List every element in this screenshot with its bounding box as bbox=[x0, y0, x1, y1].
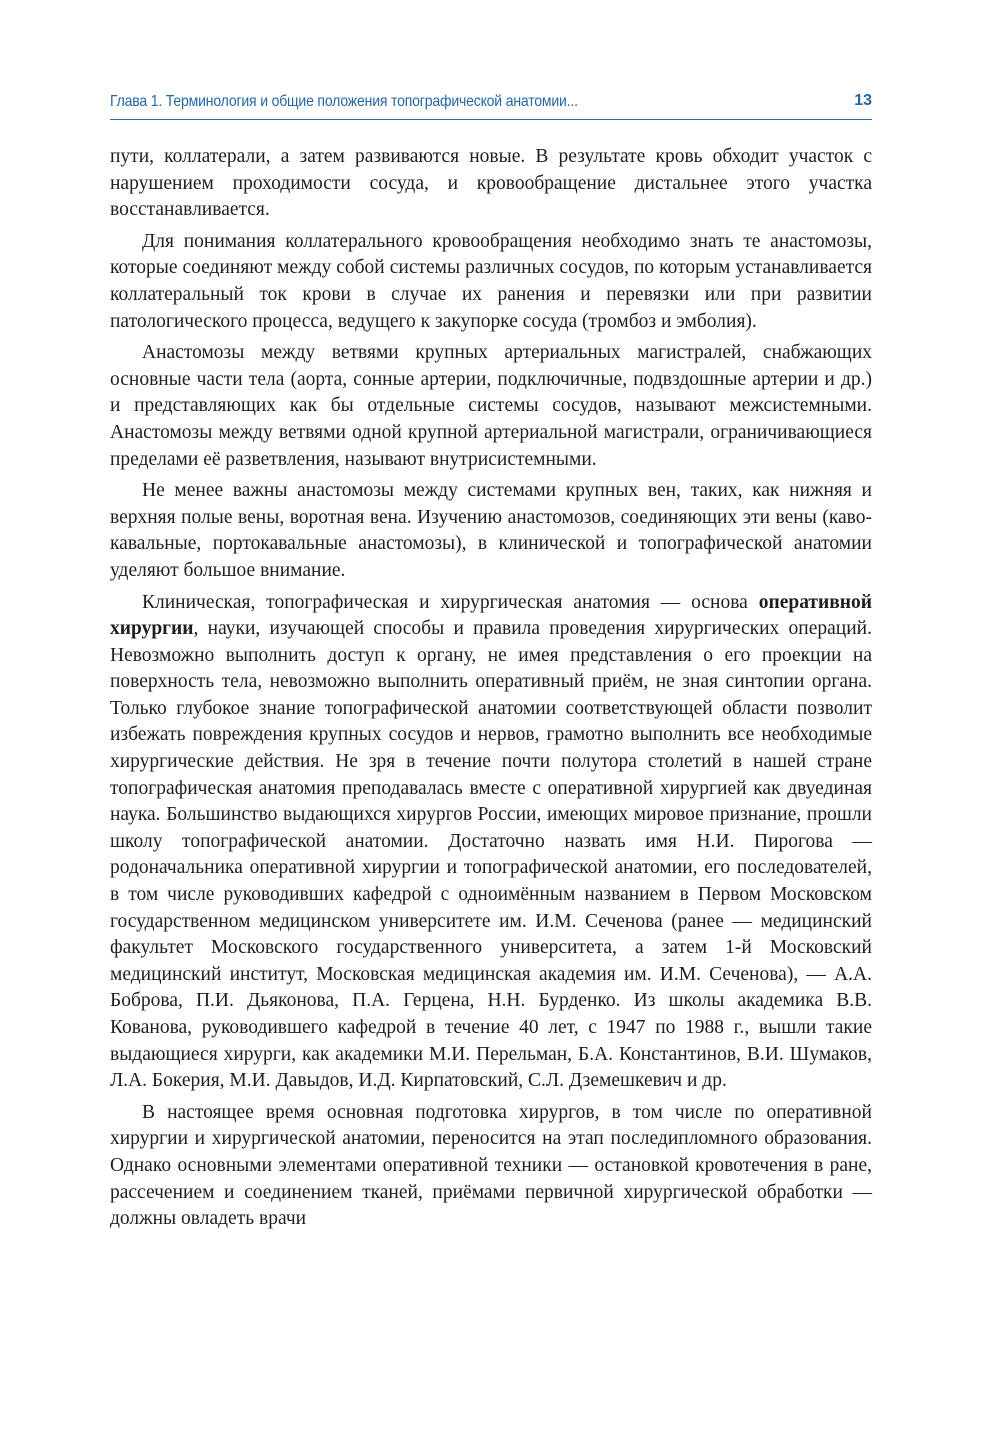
paragraph-5 bbox=[110, 590, 872, 1095]
chapter-title: Глава 1. Терминология и общие положения топографической анатомии... bbox=[110, 93, 578, 110]
paragraph-6: В настоящее время основная подготовка хирургов, в том числе по оперативной хирургии и хирургической анатомии, переносится на этап последипломного образования. Однако основными элементами оперативной техники — остановкой кровотечения в ране, рассечением и соединением тканей, приёмами первичной хирургической обработки — должны овладеть врачи bbox=[110, 1101, 872, 1230]
paragraph-1: пути, коллатерали, а затем развиваются новые. В результате кровь обходит участок с нарушением проходимости сосуда, и кровообращение дистальнее этого участка восстанавливается. bbox=[110, 146, 872, 221]
bold-term: оперативной хирургии bbox=[110, 591, 872, 640]
paragraph-5-rest: , науки, изучающей способы и правила проведения хирургических операций. Невозможно выполнить доступ к органу, не имея представления о его проекции на поверхность тела, невозможно выполнить оперативный приём, не зная синтопии органа. Только глубокое знание топографической анатомии соответствующей области позволит избежать повреждения крупных сосудов и нервов, грамотно выполнить все необходимые хирургические действия. Не зря в течение почти полутора столетий в нашей стране топографическая анатомия преподавалась вместе с оперативной хирургией как двуединая наука. Большинство выдающихся хирургов России, имеющих мировое признание, прошли школу топографической анатомии. Достаточно назвать имя Н.И. Пирогова — родоначальника оперативной хирургии и топографической анатомии, его последователей, в том числе руководивших кафедрой с одноимённым названием в Первом Московском государственном медицинском университете им. И.М. Сеченова (ранее — медицинский факультет Московского государственного университета, а затем 1-й Московский медицинский институт, Московская медицинская академия им. И.М. Сеченова), — А.А. Боброва, П.И. Дьяконова, П.А. Герцена, Н.Н. Бурденко. Из школы академика В.В. Кованова, руководившего кафедрой в течение 40 лет, с 1947 по 1988 г., вышли такие выдающиеся хирурги, как академики М.И. Перельман, Б.А. Константинов, В.И. Шумаков, Л.А. Бокерия, М.И. Давыдов, И.Д. Кирпатовский, С.Л. Дземешкевич и др. bbox=[110, 618, 872, 1092]
paragraph-2: Для понимания коллатерального кровообращения необходимо знать те анастомозы, которые соединяют между собой системы различных сосудов, по которым устанавливается коллатеральный ток крови в случае их ранения и перевязки или при развитии патологического процесса, ведущего к закупорке сосуда (тромбоз и эмболия). bbox=[110, 230, 872, 332]
paragraph-5-lead: Клиническая, топографическая и хирургическая анатомия — основа bbox=[142, 591, 759, 613]
paragraph-4: Не менее важны анастомозы между системами крупных вен, таких, как нижняя и верхняя полые вены, воротная вена. Изучению анастомозов, соединяющих эти вены (каво-кавальные, портокавальные анастомозы), в клинической и топографической анатомии уделяют большое внимание. bbox=[110, 480, 872, 581]
page-number: 13 bbox=[854, 92, 872, 109]
body-text bbox=[110, 144, 872, 1233]
paragraph-3: Анастомозы между ветвями крупных артериальных магистралей, снабжающих основные части тела (аорта, сонные артерии, подключичные, подвздошные артерии и др.) и представляющих как бы отдельные системы сосудов, называют межсистемными. Анастомозы между ветвями одной крупной артериальной магистрали, ограничивающиеся пределами её разветвления, называют внутрисистемными. bbox=[110, 342, 872, 470]
running-header bbox=[110, 93, 872, 120]
